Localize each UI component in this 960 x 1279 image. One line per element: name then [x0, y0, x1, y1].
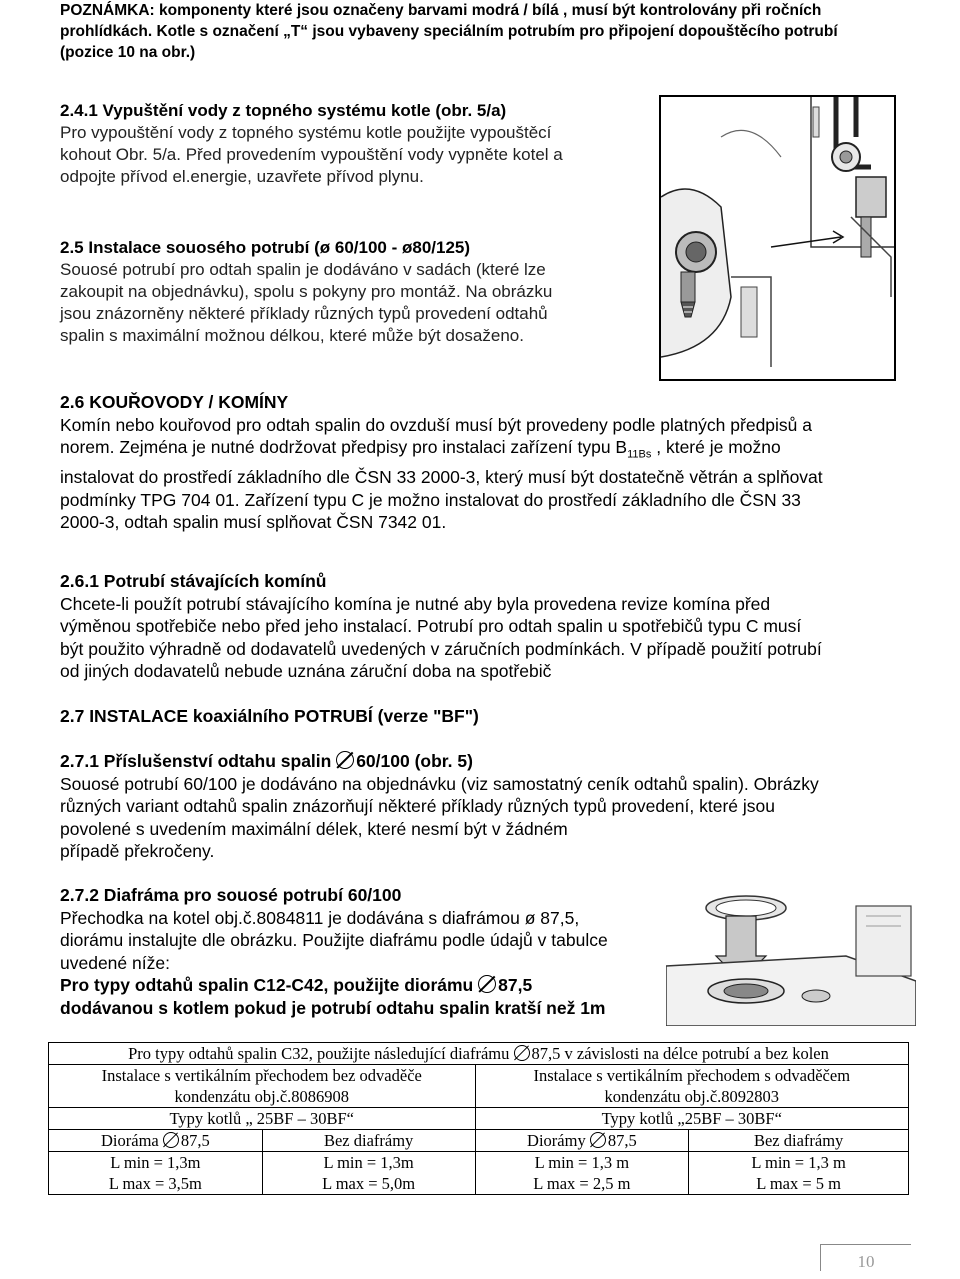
table-row	[49, 1152, 909, 1195]
table-row	[49, 1043, 909, 1065]
note-line: POZNÁMKA: komponenty které jsou označeny barvami modrá / bílá , musí být kontrolovány při ročních	[60, 2, 822, 19]
instruction-text: Pro typy odtahů spalin C12-C42, použijte diorámu	[60, 975, 479, 995]
diaphragm-drawing	[666, 886, 916, 1026]
table-cell	[262, 1152, 475, 1195]
table-cell	[475, 1130, 689, 1152]
section-title: 2.5 Instalace souosého potrubí (ø 60/100 - ø80/125)	[60, 238, 471, 257]
section-2-5	[60, 237, 660, 347]
section-2-6	[60, 391, 940, 534]
table-row	[49, 1108, 909, 1130]
table-cell	[49, 1130, 263, 1152]
paragraph-line: výměnou spotřebiče nebo před jeho instalací. Potrubí pro odtah spalin u spotřebičů typu C musí	[60, 616, 802, 636]
table-cell: Bez diafrámy	[689, 1130, 909, 1152]
section-title	[60, 750, 940, 773]
diameter-icon	[478, 975, 496, 993]
cell-line: L max = 5 m	[756, 1174, 841, 1193]
paragraph-line: různých variant odtahů spalin znázorňují některé příklady různých typů provedení, které jsou	[60, 796, 775, 816]
paragraph-line: zakoupit na objednávku), spolu s pokyny pro montáž. Na obrázku	[60, 282, 553, 301]
table-cell	[49, 1152, 263, 1195]
maintenance-note	[60, 0, 920, 63]
table-cell	[49, 1065, 476, 1108]
paragraph-line: instalovat do prostředí základního dle ČSN 33 2000-3, který musí být dostatečně větrán a splňovat	[60, 467, 823, 487]
cell-line: L min = 1,3 m	[751, 1153, 846, 1172]
cell-line: Instalace s vertikálním přechodem s odvaděčem	[533, 1066, 851, 1085]
paragraph-line: Komín nebo kouřovod pro odtah spalin do ovzduší musí být provedeny podle platných předpisů a	[60, 414, 813, 435]
cell-text: 87,5	[607, 1131, 637, 1150]
table-cell: Typy kotlů „ 25BF – 30BF“	[49, 1108, 476, 1130]
paragraph-line: Souosé potrubí 60/100 je dodáváno na objednávku (viz samostatný ceník odtahů spalin). Obrázky	[60, 773, 819, 794]
header-text: 87,5 v závislosti na délce potrubí a bez kolen	[531, 1044, 829, 1063]
note-line: (pozice 10 na obr.)	[60, 44, 196, 61]
paragraph-line: od jiných dodavatelů nebude uznána záruční doba na spotřebič	[60, 661, 552, 681]
paragraph-line: diorámu instalujte dle obrázku. Použijte diafrámu podle údajů v tabulce	[60, 930, 608, 950]
paragraph-line: Přechodka na kotel obj.č.8084811 je dodávána s diafrámou ø 87,5,	[60, 907, 580, 928]
table-row	[49, 1130, 909, 1152]
note-line: prohlídkách. Kotle s označení „T“ jsou vybaveny speciálním potrubím pro připojení dopouštěcího potrubí	[60, 23, 838, 40]
paragraph-line: odpojte přívod el.energie, uzavřete přívod plynu.	[60, 167, 424, 186]
diaphragm-spec-table	[48, 1042, 909, 1195]
diameter-icon	[336, 751, 354, 769]
diameter-icon	[590, 1132, 606, 1148]
title-text: 60/100 (obr. 5)	[356, 751, 473, 771]
bold-instruction: dodávanou s kotlem pokud je potrubí odtahu spalin kratší než 1m	[60, 997, 606, 1018]
paragraph-line: Pro vypouštění vody z topného systému kotle použijte vypouštěcí	[60, 123, 552, 142]
cell-line: L max = 5,0m	[322, 1174, 416, 1193]
paragraph-line: spalin s maximální možnou délkou, které může být dosaženo.	[60, 326, 524, 345]
table-cell	[475, 1065, 909, 1108]
table-cell	[689, 1152, 909, 1195]
page-number: 10	[820, 1244, 911, 1271]
paragraph-text: , které je možno	[651, 437, 781, 457]
section-2-7-1	[60, 750, 940, 863]
subscript: 11Bs	[627, 448, 652, 461]
paragraph-line: případě překročeny.	[60, 841, 215, 861]
boiler-drain-drawing	[661, 97, 894, 379]
cell-text: Diorámа	[101, 1131, 163, 1150]
cell-text: 87,5	[180, 1131, 210, 1150]
cell-line: L min = 1,3m	[110, 1153, 201, 1172]
section-title: 2.6.1 Potrubí stávajících komínů	[60, 571, 327, 591]
paragraph-line: kohout Obr. 5/a. Před provedením vypouštění vody vypněte kotel a	[60, 145, 563, 164]
table-header-cell	[49, 1043, 909, 1065]
paragraph-line: povolené s uvedením maximální délek, které nesmí být v žádném	[60, 818, 568, 839]
paragraph-line: Souosé potrubí pro odtah spalin je dodáváno v sadách (které lze	[60, 260, 546, 279]
section-title: 2.4.1 Vypuštění vody z topného systému kotle (obr. 5/a)	[60, 101, 507, 120]
paragraph-line	[60, 436, 940, 466]
diaphragm-illustration	[666, 886, 916, 1026]
cell-line: kondenzátu obj.č.8092803	[604, 1087, 780, 1106]
paragraph-line: jsou znázorněny některé příklady různých typů provedení odtahů	[60, 304, 548, 323]
cell-line: kondenzátu obj.č.8086908	[174, 1087, 350, 1106]
paragraph-line: Chcete-li použít potrubí stávajícího komína je nutné aby byla provedena revize komína před	[60, 593, 771, 614]
drain-valve-illustration	[659, 95, 896, 381]
paragraph-line: uvedené níže:	[60, 952, 170, 973]
section-2-7-title: 2.7 INSTALACE koaxiálního POTRUBÍ (verze "BF")	[60, 706, 479, 726]
paragraph-line: být použito výhradně od dodavatelů uvedených v záručních podmínkách. V případě použití potrubí	[60, 638, 822, 659]
cell-line: L min = 1,3m	[323, 1153, 414, 1172]
cell-line: L min = 1,3 m	[534, 1153, 630, 1172]
cell-text: Diorámy	[527, 1131, 590, 1150]
bold-instruction	[60, 974, 680, 997]
title-text: 2.7.1 Příslušenství odtahu spalin	[60, 751, 337, 771]
header-text: Pro typy odtahů spalin C32, použijte následující diafrámu	[128, 1044, 514, 1063]
paragraph-line: 2000-3, odtah spalin musí splňovat ČSN 7342 01.	[60, 512, 447, 532]
paragraph-text: norem. Zejména je nutné dodržovat předpisy pro instalaci zařízení typu B	[60, 437, 628, 457]
cell-line: L max = 3,5m	[108, 1174, 202, 1193]
diameter-icon	[163, 1132, 179, 1148]
section-title: 2.6 KOUŘOVODY / KOMÍNY	[60, 392, 289, 412]
table-row	[49, 1065, 909, 1108]
paragraph-line: podmínky TPG 704 01. Zařízení typu C je možno instalovat do prostředí základního dle ČSN 33	[60, 489, 801, 510]
table-cell: Bez diafrámy	[262, 1130, 475, 1152]
table-cell	[475, 1152, 689, 1195]
cell-line: L max = 2,5 m	[533, 1174, 631, 1193]
section-2-7-2	[60, 884, 680, 1019]
section-title: 2.7.2 Diafráma pro souosé potrubí 60/100	[60, 885, 402, 905]
section-2-4-1	[60, 100, 660, 188]
section-2-6-1	[60, 570, 940, 683]
table-cell: Typy kotlů „25BF – 30BF“	[475, 1108, 909, 1130]
diameter-icon	[514, 1045, 530, 1061]
cell-line: Instalace s vertikálním přechodem bez odvaděče	[101, 1066, 422, 1085]
instruction-text: 87,5	[498, 975, 533, 995]
